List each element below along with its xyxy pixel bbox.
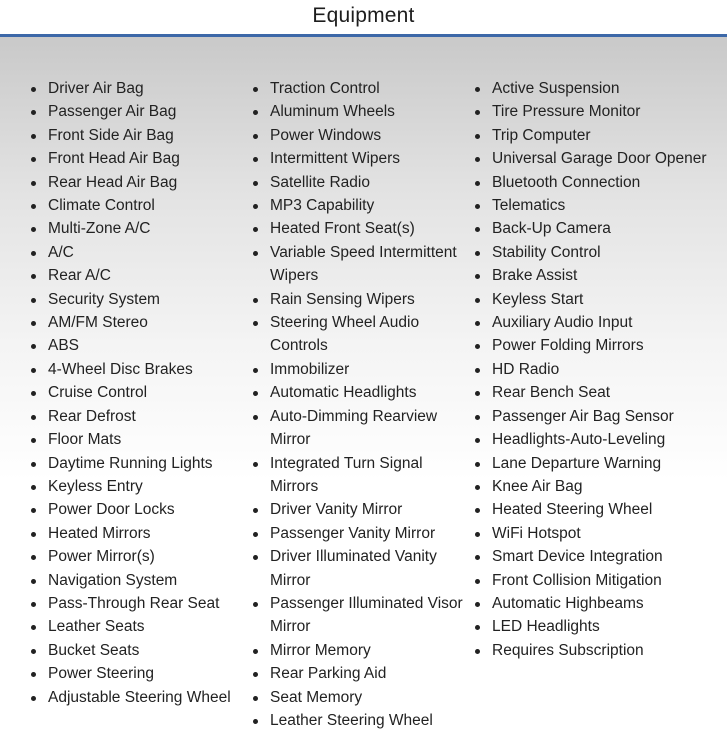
equipment-item: Universal Garage Door Opener [474, 147, 722, 170]
equipment-item: Smart Device Integration [474, 545, 722, 568]
equipment-item: Auto-Dimming Rearview Mirror [252, 405, 474, 452]
equipment-item: Tire Pressure Monitor [474, 100, 722, 123]
equipment-item: Passenger Air Bag [30, 100, 245, 123]
equipment-item: Traction Control [252, 77, 474, 100]
equipment-item: Passenger Vanity Mirror [252, 522, 474, 545]
equipment-item: Rear Defrost [30, 405, 245, 428]
equipment-item: Aluminum Wheels [252, 100, 474, 123]
equipment-item: Telematics [474, 194, 722, 217]
equipment-item: Automatic Highbeams [474, 592, 722, 615]
equipment-item: Immobilizer [252, 358, 474, 381]
equipment-item: Rear Parking Aid [252, 662, 474, 685]
equipment-item: Security System [30, 288, 245, 311]
header [0, 0, 727, 34]
equipment-item: Rain Sensing Wipers [252, 288, 474, 311]
equipment-item: Front Head Air Bag [30, 147, 245, 170]
equipment-item: Variable Speed Intermittent Wipers [252, 241, 474, 288]
equipment-item: Brake Assist [474, 264, 722, 287]
equipment-item: ABS [30, 334, 245, 357]
equipment-item: Heated Steering Wheel [474, 498, 722, 521]
equipment-item: Rear Bench Seat [474, 381, 722, 404]
equipment-item: Rear A/C [30, 264, 245, 287]
equipment-column-1 [30, 77, 245, 709]
equipment-item: Headlights-Auto-Leveling [474, 428, 722, 451]
equipment-item: Adjustable Steering Wheel [30, 686, 245, 709]
equipment-item: Rear Head Air Bag [30, 171, 245, 194]
equipment-item: Driver Illuminated Vanity Mirror [252, 545, 474, 592]
equipment-item: Power Windows [252, 124, 474, 147]
equipment-item: Leather Steering Wheel [252, 709, 474, 732]
equipment-item: Passenger Air Bag Sensor [474, 405, 722, 428]
equipment-item: Trip Computer [474, 124, 722, 147]
equipment-item: Back-Up Camera [474, 217, 722, 240]
equipment-item: Daytime Running Lights [30, 452, 245, 475]
equipment-item: Cruise Control [30, 381, 245, 404]
equipment-item: Power Steering [30, 662, 245, 685]
equipment-panel [0, 37, 727, 729]
equipment-item: Front Collision Mitigation [474, 569, 722, 592]
equipment-item: Floor Mats [30, 428, 245, 451]
equipment-item: 4-Wheel Disc Brakes [30, 358, 245, 381]
equipment-item: Keyless Entry [30, 475, 245, 498]
equipment-item: Bucket Seats [30, 639, 245, 662]
equipment-item: Active Suspension [474, 77, 722, 100]
equipment-item: Pass-Through Rear Seat [30, 592, 245, 615]
equipment-item: Navigation System [30, 569, 245, 592]
equipment-item: Lane Departure Warning [474, 452, 722, 475]
equipment-item: Multi-Zone A/C [30, 217, 245, 240]
equipment-item: Knee Air Bag [474, 475, 722, 498]
equipment-item: HD Radio [474, 358, 722, 381]
equipment-item: Heated Front Seat(s) [252, 217, 474, 240]
equipment-item: Seat Memory [252, 686, 474, 709]
equipment-item: Steering Wheel Audio Controls [252, 311, 474, 358]
equipment-item: Passenger Illuminated Visor Mirror [252, 592, 474, 639]
equipment-item: Satellite Radio [252, 171, 474, 194]
equipment-item: Stability Control [474, 241, 722, 264]
equipment-item: Keyless Start [474, 288, 722, 311]
equipment-item: Power Door Locks [30, 498, 245, 521]
equipment-item: WiFi Hotspot [474, 522, 722, 545]
equipment-item: Mirror Memory [252, 639, 474, 662]
equipment-item: Leather Seats [30, 615, 245, 638]
equipment-item: Auxiliary Audio Input [474, 311, 722, 334]
equipment-item: Power Folding Mirrors [474, 334, 722, 357]
equipment-item: Bluetooth Connection [474, 171, 722, 194]
equipment-item: Driver Vanity Mirror [252, 498, 474, 521]
page-title: Equipment [312, 4, 415, 27]
equipment-item: Front Side Air Bag [30, 124, 245, 147]
equipment-item: AM/FM Stereo [30, 311, 245, 334]
equipment-item: MP3 Capability [252, 194, 474, 217]
equipment-item: Heated Mirrors [30, 522, 245, 545]
equipment-item: Climate Control [30, 194, 245, 217]
equipment-item: Intermittent Wipers [252, 147, 474, 170]
equipment-item: Power Mirror(s) [30, 545, 245, 568]
equipment-item: Requires Subscription [474, 639, 722, 662]
equipment-item: Automatic Headlights [252, 381, 474, 404]
equipment-item: A/C [30, 241, 245, 264]
equipment-column-2 [252, 77, 474, 732]
equipment-item: Integrated Turn Signal Mirrors [252, 452, 474, 499]
equipment-item: Driver Air Bag [30, 77, 245, 100]
equipment-column-3 [474, 77, 722, 662]
equipment-item: LED Headlights [474, 615, 722, 638]
